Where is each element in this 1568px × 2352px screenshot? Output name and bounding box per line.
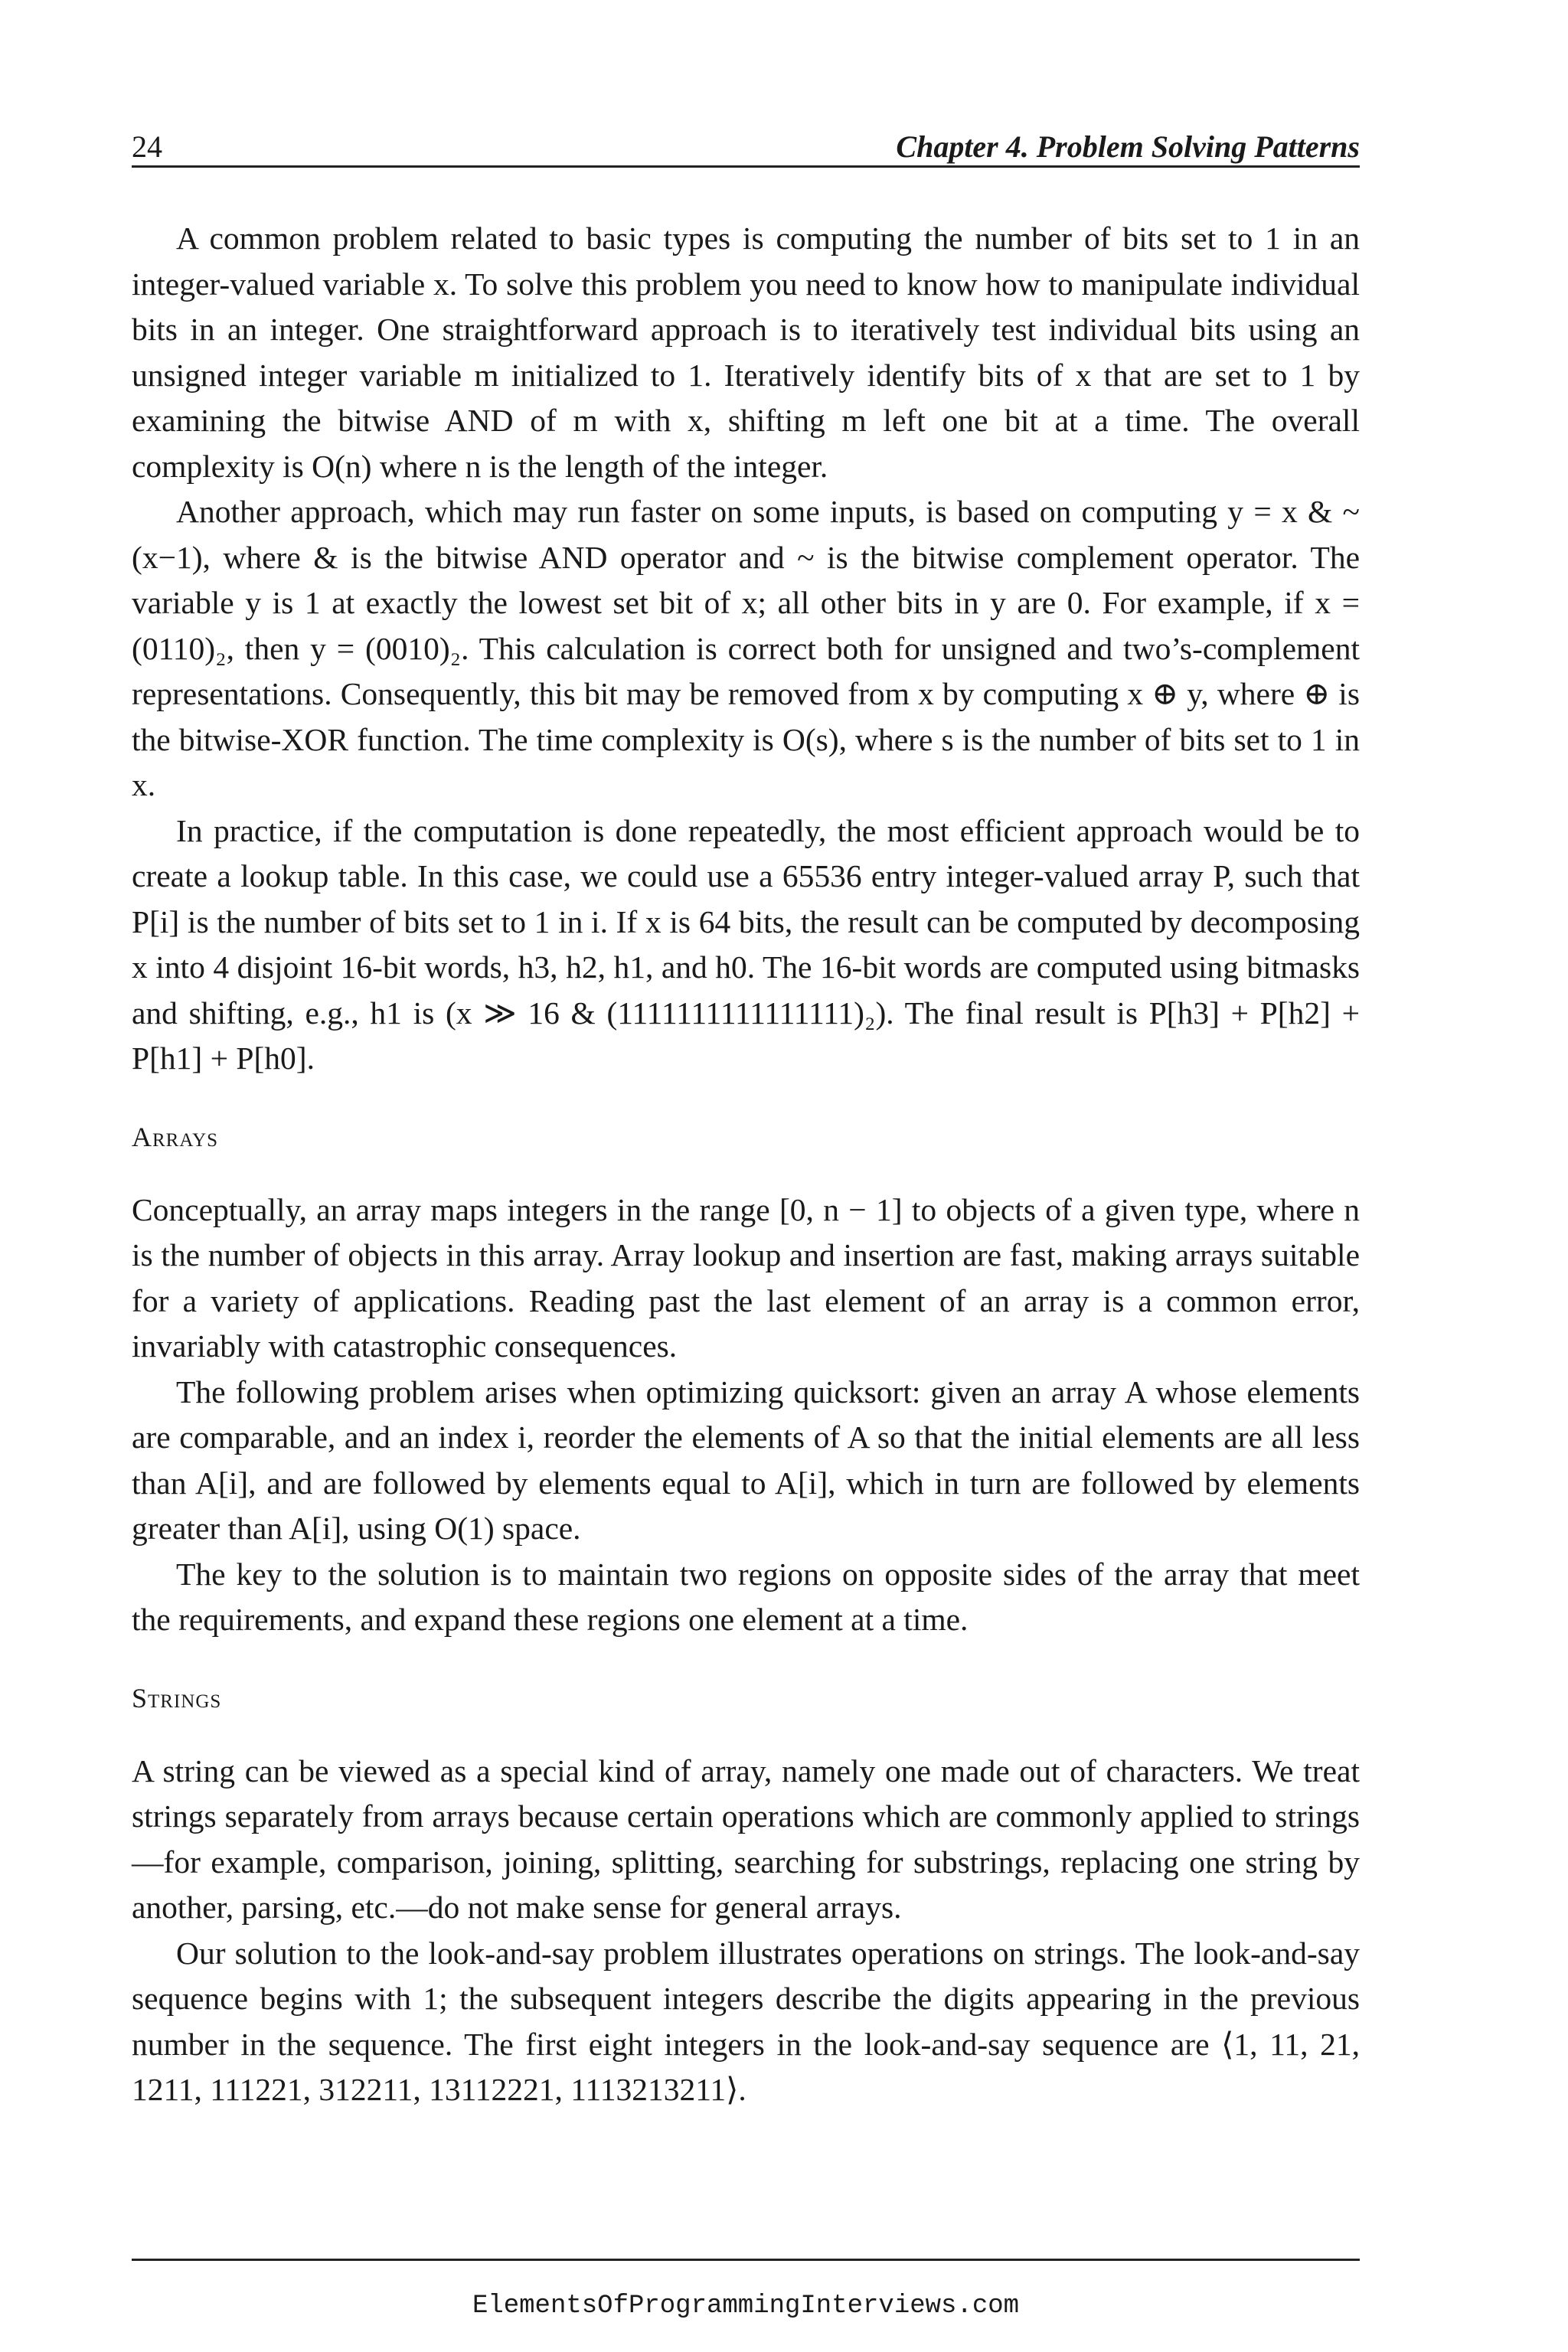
paragraph-lowest-set-bit: Another approach, which may run faster on some inputs, is based on computing y = x & ~(x−1), where & is the bitwise AND operator and ~ is the bitwise complement operator. The variable y is 1 at exactly the lowest set bit of x; all other bits in y are 0. For example, if x = (0110)₂, then y = (0010)₂. This calculation is correct both for unsigned and two’s-complement representations. Consequently, this bit may be removed from x by computing x ⊕ y, where ⊕ is the bitwise-XOR function. The time complexity is O(s), where s is the number of bits set to 1 in x. [132,494,1360,802]
paragraph-look-and-say: Our solution to the look-and-say problem illustrates operations on strings. The look-and-say sequence begins with 1; the subsequent integers describe the digits appearing in the previous number in the sequence. The first eight integers in the look-and-say sequence are ⟨1, 11, 21, 1211, 111221, 312211, 13112221, 1113213211⟩. [132,1935,1360,2107]
paragraph-partition-solution: The key to the solution is to maintain two regions on opposite sides of the array that meet the requirements, and expand these regions one element at a time. [132,1556,1360,1637]
page-body [132,216,1360,2113]
page-header [132,122,1360,168]
footer-url: ElementsOfProgrammingInterviews.com [472,2292,1020,2321]
paragraph-arrays-intro: Conceptually, an array maps integers in the range [0, n − 1] to objects of a given type, where n is the number of objects in this array. Array lookup and insertion are fast, making arrays suitable for a variety of applications. Reading past the last element of an array is a common error, invariably with catastrophic consequences. [132,1191,1360,1364]
paragraph-quicksort-partition: The following problem arises when optimizing quicksort: given an array A whose elements are comparable, and an index i, reorder the elements of A so that the initial elements are all less than A[i], and are followed by elements equal to A[i], which in turn are followed by elements greater than A[i], using O(1) space. [132,1374,1360,1546]
paragraph-strings-intro: A string can be viewed as a special kind of array, namely one made out of characters. We treat strings separately from arrays because certain operations which are commonly applied to strings—for example, comparison, joining, splitting, searching for substrings, replacing one string by another, parsing, etc.—do not make sense for general arrays. [132,1753,1360,1925]
section-title-strings: Strings [132,1682,222,1713]
section-title-arrays: Arrays [132,1121,219,1152]
page-number: 24 [132,129,162,164]
paragraph-lookup-table: In practice, if the computation is done repeatedly, the most efficient approach would be to create a lookup table. In this case, we could use a 65536 entry integer-valued array P, such that P[i] is the number of bits set to 1 in i. If x is 64 bits, the result can be computed by decomposing x into 4 disjoint 16-bit words, h3, h2, h1, and h0. The 16-bit words are computed using bitmasks and shifting, e.g., h1 is (x ≫ 16 & (1111111111111111)₂). The final result is P[h3] + P[h2] + P[h1] + P[h0]. [132,812,1360,1076]
page-footer [132,2259,1360,2321]
paragraph-bit-counting: A common problem related to basic types is computing the number of bits set to 1 in an integer-valued variable x. To solve this problem you need to know how to manipulate individual bits in an integer. One straightforward approach is to iteratively test individual bits using an unsigned integer variable m initialized to 1. Iteratively identify bits of x that are set to 1 by examining the bitwise AND of m with x, shifting m left one bit at a time. The overall complexity is O(n) where n is the length of the integer. [132,220,1360,484]
chapter-title: Chapter 4. Problem Solving Patterns [896,129,1360,164]
